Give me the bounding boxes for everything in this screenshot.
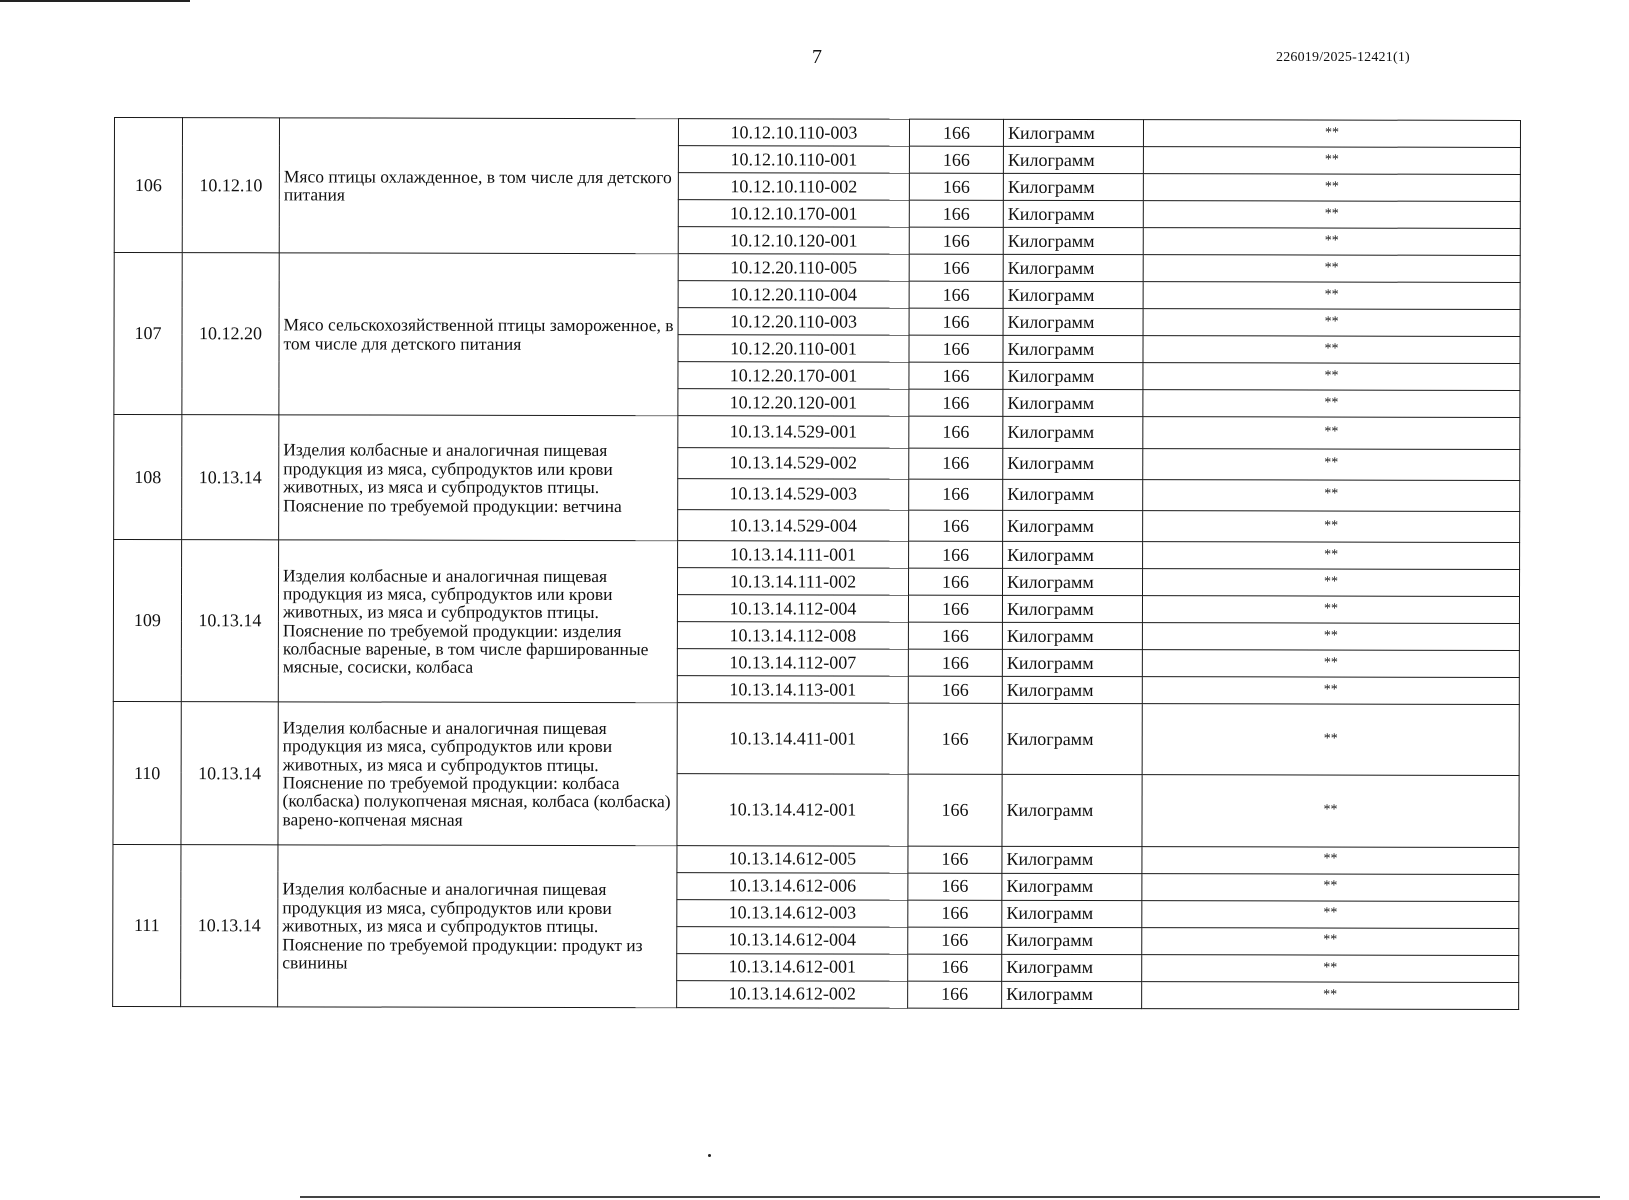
ktru-code: 10.12.10.170-001 — [678, 200, 909, 228]
ktru-code: 10.13.14.612-003 — [677, 899, 908, 927]
price-placeholder: ** — [1143, 309, 1520, 337]
table-row — [113, 844, 1519, 874]
unit-name: Килограмм — [1002, 954, 1142, 981]
price-placeholder: ** — [1143, 336, 1520, 364]
unit-code: 166 — [909, 200, 1003, 227]
price-placeholder: ** — [1143, 147, 1520, 175]
unit-code: 166 — [908, 703, 1002, 774]
unit-name: Килограмм — [1003, 479, 1143, 510]
price-placeholder: ** — [1143, 201, 1520, 229]
unit-name: Килограмм — [1003, 448, 1143, 479]
okpd-code: 10.13.14 — [181, 844, 278, 1006]
price-placeholder: ** — [1143, 120, 1520, 148]
item-number: 111 — [113, 844, 181, 1006]
unit-code: 166 — [908, 900, 1002, 927]
ktru-code: 10.12.10.110-003 — [678, 119, 909, 147]
document-number: 226019/2025-12421(1) — [1276, 50, 1410, 65]
price-placeholder: ** — [1142, 704, 1519, 775]
unit-code: 166 — [908, 954, 1002, 981]
unit-name: Килограмм — [1003, 363, 1143, 390]
unit-code: 166 — [909, 389, 1003, 416]
price-placeholder: ** — [1143, 417, 1520, 449]
price-placeholder: ** — [1142, 900, 1519, 928]
unit-code: 166 — [908, 873, 1002, 900]
unit-name: Килограмм — [1002, 900, 1142, 927]
table-row — [113, 702, 1519, 776]
price-placeholder: ** — [1142, 927, 1519, 955]
okpd-code: 10.12.10 — [182, 118, 279, 253]
ktru-code: 10.13.14.612-004 — [677, 926, 908, 954]
unit-name: Килограмм — [1002, 568, 1142, 595]
unit-code: 166 — [908, 846, 1002, 873]
product-description: Изделия колбасные и аналогичная пищевая продукция из мяса, субпродуктов или крови животных, из мяса и субпродуктов птицы. Пояснение по требуемой продукции: изделия колбасные вареные, в том числе фаршированные мясные, сосиски, колбаса — [278, 540, 677, 703]
unit-name: Килограмм — [1003, 417, 1143, 448]
price-placeholder: ** — [1143, 542, 1520, 570]
ktru-code: 10.12.20.110-003 — [678, 308, 909, 336]
unit-name: Килограмм — [1002, 873, 1142, 900]
unit-code: 166 — [909, 541, 1003, 568]
table-row — [114, 253, 1520, 283]
product-description: Изделия колбасные и аналогичная пищевая продукция из мяса, субпродуктов или крови животных, из мяса и субпродуктов птицы. Пояснение по требуемой продукции: продукт из свинины — [278, 845, 677, 1008]
unit-code: 166 — [909, 173, 1003, 200]
price-placeholder: ** — [1142, 846, 1519, 874]
unit-name: Килограмм — [1003, 200, 1143, 227]
product-table — [112, 117, 1521, 1010]
ktru-code: 10.12.10.110-002 — [678, 173, 909, 201]
unit-name: Килограмм — [1003, 173, 1143, 200]
unit-code: 166 — [909, 510, 1003, 541]
ktru-code: 10.12.20.110-004 — [678, 281, 909, 309]
item-number: 106 — [114, 118, 182, 253]
unit-name: Килограмм — [1003, 227, 1143, 254]
unit-code: 166 — [908, 927, 1002, 954]
price-placeholder: ** — [1143, 363, 1520, 391]
unit-name: Килограмм — [1002, 650, 1142, 677]
unit-code: 166 — [908, 676, 1002, 703]
item-number: 110 — [113, 702, 181, 845]
item-number: 108 — [114, 415, 182, 540]
unit-name: Килограмм — [1002, 927, 1142, 954]
ktru-code: 10.13.14.111-002 — [678, 568, 909, 596]
ktru-code: 10.13.14.113-001 — [677, 676, 908, 704]
ktru-code: 10.13.14.412-001 — [677, 774, 908, 846]
unit-name: Килограмм — [1002, 846, 1142, 873]
price-placeholder: ** — [1143, 448, 1520, 480]
product-description: Изделия колбасные и аналогичная пищевая продукция из мяса, субпродуктов или крови животных, из мяса и субпродуктов птицы. Пояснение по требуемой продукции: колбаса (колбаска) полукопченая мясная, колбаса (колбаска) варено-копченая мясная — [278, 702, 677, 845]
unit-code: 166 — [909, 448, 1003, 479]
ktru-code: 10.13.14.111-001 — [678, 541, 909, 569]
ktru-code: 10.13.14.411-001 — [677, 703, 908, 774]
scan-artifact-line — [0, 0, 190, 2]
table-row — [114, 118, 1520, 148]
ktru-code: 10.13.14.112-004 — [677, 595, 908, 623]
unit-name: Килограмм — [1003, 282, 1143, 309]
table-body — [113, 118, 1521, 1010]
unit-code: 166 — [908, 649, 1002, 676]
price-placeholder: ** — [1142, 623, 1519, 651]
unit-code: 166 — [909, 362, 1003, 389]
unit-name: Килограмм — [1003, 541, 1143, 568]
item-number: 107 — [114, 253, 182, 415]
ktru-code: 10.12.20.110-001 — [678, 335, 909, 363]
unit-code: 166 — [909, 335, 1003, 362]
unit-code: 166 — [909, 254, 1003, 281]
okpd-code: 10.13.14 — [181, 702, 278, 845]
price-placeholder: ** — [1143, 255, 1520, 283]
ktru-code: 10.13.14.612-005 — [677, 845, 908, 873]
price-placeholder: ** — [1143, 174, 1520, 202]
unit-name: Килограмм — [1003, 336, 1143, 363]
unit-name: Килограмм — [1003, 390, 1143, 417]
unit-name: Килограмм — [1003, 510, 1143, 541]
unit-name: Килограмм — [1003, 309, 1143, 336]
unit-name: Килограмм — [1003, 119, 1143, 146]
ktru-code: 10.12.10.110-001 — [678, 146, 909, 174]
page-number: 7 — [812, 46, 822, 68]
price-placeholder: ** — [1142, 596, 1519, 624]
unit-name: Килограмм — [1002, 677, 1142, 704]
price-placeholder: ** — [1143, 228, 1520, 256]
ktru-code: 10.13.14.112-007 — [677, 649, 908, 677]
unit-code: 166 — [908, 568, 1002, 595]
ktru-code: 10.12.20.170-001 — [678, 362, 909, 390]
table-row — [114, 540, 1520, 570]
unit-code: 166 — [909, 308, 1003, 335]
okpd-code: 10.12.20 — [182, 253, 279, 415]
price-placeholder: ** — [1143, 511, 1520, 543]
ktru-code: 10.12.20.110-005 — [678, 254, 909, 282]
scan-artifact-line — [300, 1196, 1600, 1198]
unit-name: Килограмм — [1002, 774, 1142, 846]
unit-name: Килограмм — [1002, 704, 1142, 775]
ktru-code: 10.13.14.612-006 — [677, 872, 908, 900]
unit-name: Килограмм — [1002, 623, 1142, 650]
unit-name: Килограмм — [1003, 146, 1143, 173]
item-number: 109 — [113, 540, 181, 702]
price-placeholder: ** — [1142, 873, 1519, 901]
unit-code: 166 — [909, 119, 1003, 146]
ktru-code: 10.13.14.529-001 — [678, 416, 909, 448]
price-placeholder: ** — [1142, 982, 1519, 1010]
ktru-code: 10.13.14.529-004 — [678, 510, 909, 542]
price-placeholder: ** — [1143, 479, 1520, 511]
ktru-code: 10.13.14.529-003 — [678, 478, 909, 510]
price-placeholder: ** — [1142, 677, 1519, 705]
table-row — [114, 415, 1520, 449]
unit-code: 166 — [908, 981, 1002, 1008]
unit-name: Килограмм — [1002, 596, 1142, 623]
ktru-code: 10.12.20.120-001 — [678, 389, 909, 417]
price-placeholder: ** — [1142, 954, 1519, 982]
product-description: Мясо сельскохозяйственной птицы замороженное, в том числе для детского питания — [279, 253, 678, 416]
price-placeholder: ** — [1142, 650, 1519, 678]
unit-name: Килограмм — [1003, 255, 1143, 282]
unit-code: 166 — [909, 281, 1003, 308]
unit-code: 166 — [908, 622, 1002, 649]
unit-code: 166 — [909, 479, 1003, 510]
price-placeholder: ** — [1143, 282, 1520, 310]
product-description: Изделия колбасные и аналогичная пищевая продукция из мяса, субпродуктов или крови животных, из мяса и субпродуктов птицы. Пояснение по требуемой продукции: ветчина — [279, 415, 678, 541]
unit-code: 166 — [909, 146, 1003, 173]
unit-name: Килограмм — [1002, 981, 1142, 1008]
scan-artifact-dot — [708, 1154, 711, 1157]
price-placeholder: ** — [1143, 390, 1520, 418]
okpd-code: 10.13.14 — [181, 540, 278, 702]
ktru-code: 10.13.14.112-008 — [677, 622, 908, 650]
unit-code: 166 — [909, 417, 1003, 448]
ktru-code: 10.13.14.529-002 — [678, 447, 909, 479]
okpd-code: 10.13.14 — [182, 415, 279, 540]
ktru-code: 10.13.14.612-002 — [677, 981, 908, 1009]
product-description: Мясо птицы охлажденное, в том числе для детского питания — [279, 118, 678, 254]
unit-code: 166 — [909, 227, 1003, 254]
unit-code: 166 — [908, 774, 1002, 846]
price-placeholder: ** — [1142, 775, 1519, 848]
ktru-code: 10.13.14.612-001 — [677, 954, 908, 982]
unit-code: 166 — [908, 595, 1002, 622]
ktru-code: 10.12.10.120-001 — [678, 227, 909, 255]
price-placeholder: ** — [1142, 569, 1519, 597]
